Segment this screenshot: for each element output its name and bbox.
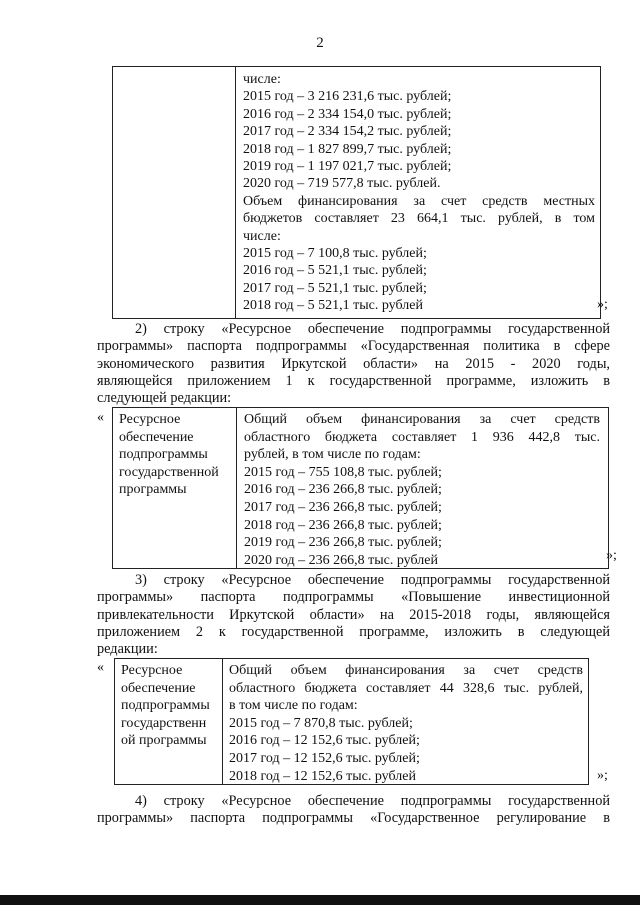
year-line: 2018 год – 1 827 899,7 тыс. рублей; [243,141,452,157]
paragraph-item-3 [97,572,610,658]
text-line: являющейся приложением 1 к государственной программе, изложить в [97,372,610,389]
text-line: Общий объем финансирования за счет средств [244,412,600,427]
text-line: областного бюджета составляет 44 328,6 тыс. рублей, [229,680,583,696]
text-line: 2) строку «Ресурсное обеспечение подпрограммы государственной [135,321,610,337]
text-line: в том числе по годам: [229,698,358,714]
closing-quote-mark: »; [606,548,617,563]
text-line: Общий объем финансирования за счет средств [229,663,583,678]
text-line: программы [119,482,187,498]
funding-details-cell [229,662,583,785]
text-line: программы» паспорта подпрограммы «Государственное регулирование в [97,810,610,827]
year-line: 2015 год – 755 108,8 тыс. рублей; [244,464,442,480]
text-line: областного бюджета составляет 1 936 442,8 тыс. [244,429,600,445]
year-line: 2018 год – 12 152,6 тыс. рублей [229,768,416,784]
year-line: 2018 год – 236 266,8 тыс. рублей; [244,517,442,533]
text-line: числе: [243,228,281,244]
year-line: 2017 год – 236 266,8 тыс. рублей; [244,499,442,515]
text-line: программы» паспорта подпрограммы «Повышение инвестиционной [97,589,610,606]
local-funding-by-year [243,245,595,315]
text-line: 3) строку «Ресурсное обеспечение подпрограммы государственной [135,572,610,588]
text-line: подпрограммы [121,698,210,714]
closing-quote-mark: »; [597,297,608,312]
funding-details-cell [243,71,595,315]
year-line: 2016 год – 12 152,6 тыс. рублей; [229,733,420,749]
row-label-cell [121,662,210,750]
row-label-cell [119,411,219,499]
text-line: редакции: [97,641,158,658]
table-column-divider [222,659,223,784]
table-column-divider [236,408,237,568]
page-number: 2 [316,35,324,51]
text-line: Ресурсное [119,412,181,427]
year-line: 2015 год – 7 100,8 тыс. рублей; [243,246,427,262]
local-funding-text [243,193,595,245]
text-line: 4) строку «Ресурсное обеспечение подпрограммы государственной [135,793,610,809]
page-bottom-edge [0,895,640,905]
funding-table-subprogram-2 [114,658,589,785]
year-line: 2020 год – 719 577,8 тыс. рублей. [243,176,441,192]
funding-table-subprogram-1 [112,407,609,569]
closing-quote-mark: »; [597,768,608,783]
year-line: 2017 год – 12 152,6 тыс. рублей; [229,750,420,766]
text-line: приложением 2 к государственной программе, изложить в следующей [97,623,610,640]
year-line: 2018 год – 5 521,1 тыс. рублей [243,298,423,314]
text-line: обеспечение [119,429,194,445]
year-line: 2015 год – 7 870,8 тыс. рублей; [229,715,413,731]
text-line: программы» паспорта подпрограммы «Государственная политика в сфере [97,338,610,355]
text-line: бюджетов составляет 23 664,1 тыс. рублей, в том [243,211,595,227]
regional-funding-by-year [243,71,595,193]
year-line: 2019 год – 236 266,8 тыс. рублей; [244,535,442,551]
table-column-divider [235,67,236,318]
text-line: рублей, в том числе по годам: [244,447,421,463]
opening-quote-mark: « [97,660,104,675]
year-line: 2017 год – 2 334 154,2 тыс. рублей; [243,124,452,140]
text-line: числе: [243,72,281,87]
funding-details-cell [244,411,600,569]
text-line: государственной [119,464,219,480]
year-line: 2016 год – 2 334 154,0 тыс. рублей; [243,106,452,122]
text-line: экономического развития Иркутской области» на 2015 - 2020 годы, [97,355,610,372]
opening-quote-mark: « [97,410,104,425]
text-line: следующей редакции: [97,390,232,407]
year-line: 2016 год – 5 521,1 тыс. рублей; [243,263,427,279]
year-line: 2017 год – 5 521,1 тыс. рублей; [243,280,427,296]
text-line: подпрограммы [119,447,208,463]
text-line: привлекательности Иркутской области» на 2015-2018 годы, являющейся [97,606,610,623]
text-line: Объем финансирования за счет средств местных [243,193,595,209]
funding-table-continued [112,66,601,319]
year-line: 2019 год – 1 197 021,7 тыс. рублей; [243,159,452,175]
text-line: Ресурсное [121,663,183,678]
year-line: 2015 год – 3 216 231,6 тыс. рублей; [243,89,452,105]
text-line: обеспечение [121,680,196,696]
text-line: ой программы [121,733,207,749]
paragraph-item-2 [97,321,610,407]
paragraph-item-4 [97,793,610,828]
year-line: 2016 год – 236 266,8 тыс. рублей; [244,482,442,498]
text-line: государственн [121,715,207,731]
year-line: 2020 год – 236 266,8 тыс. рублей [244,552,438,568]
